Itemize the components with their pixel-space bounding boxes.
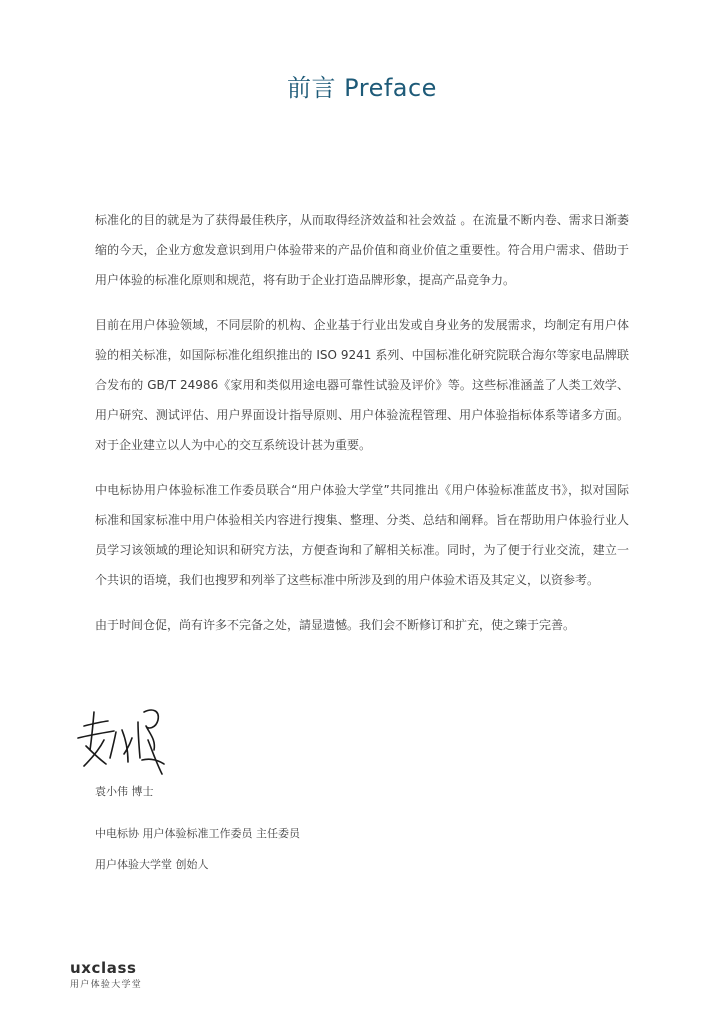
- paragraph-4: 由于时间仓促，尚有许多不完备之处，請显遗憾。我们会不断修订和扩充，使之臻于完善。: [95, 618, 576, 632]
- handwritten-signature: [76, 700, 168, 782]
- preface-body: [95, 205, 629, 655]
- signer-role-founder: 用户体验大学堂 创始人: [95, 858, 209, 871]
- page-title: 前言 Preface: [287, 74, 437, 102]
- paragraph-2: 目前在用户体验领域，不同层阶的机构、企业基于行业出发或自身业务的发展需求，均制定有用户体验的相关标准，如国际标准化组织推出的 ISO 9241 系列、中国标准化研究院联合海尔等家电品牌联合发布的 GB/T 24986《家用和类似用途电器可靠性试验及评价》等。这些标准涵盖了人类工效学、用户研究、测试评估、用户界面设计指导原则、用户体验流程管理、用户体验指标体系等诸多方面。对于企业建立以人为中心的交互系统设计甚为重要。: [95, 318, 629, 452]
- signer-name: 袁小伟 博士: [95, 785, 154, 798]
- uxclass-logo: [70, 958, 142, 992]
- paragraph-1: 标准化的目的就是为了获得最佳秩序，从而取得经济效益和社会效益 。在流量不断内卷、需求日渐萎缩的今天，企业方愈发意识到用户体验带来的产品价值和商业价值之重要性。符合用户需求、借助于用户体验的标准化原则和规范，将有助于企业打造品牌形象，提高产品竞争力。: [95, 213, 629, 287]
- logo-wordmark: uxclass: [70, 959, 137, 977]
- paragraph-3: 中电标协用户体验标准工作委员联合“用户体验大学堂”共同推出《用户体验标准蓝皮书》，拟对国际标准和国家标准中用户体验相关内容进行搜集、整理、分类、总结和阐释。旨在帮助用户体验行业人员学习该领域的理论知识和研究方法，方便查询和了解相关标准。同时，为了便于行业交流，建立一个共识的语境，我们也搜罗和列举了这些标准中所涉及到的用户体验术语及其定义，以资参考。: [95, 483, 629, 587]
- logo-subtitle: 用户体验大学堂: [70, 980, 143, 990]
- signer-role-committee: 中电标协 用户体验标准工作委员 主任委员: [95, 827, 300, 840]
